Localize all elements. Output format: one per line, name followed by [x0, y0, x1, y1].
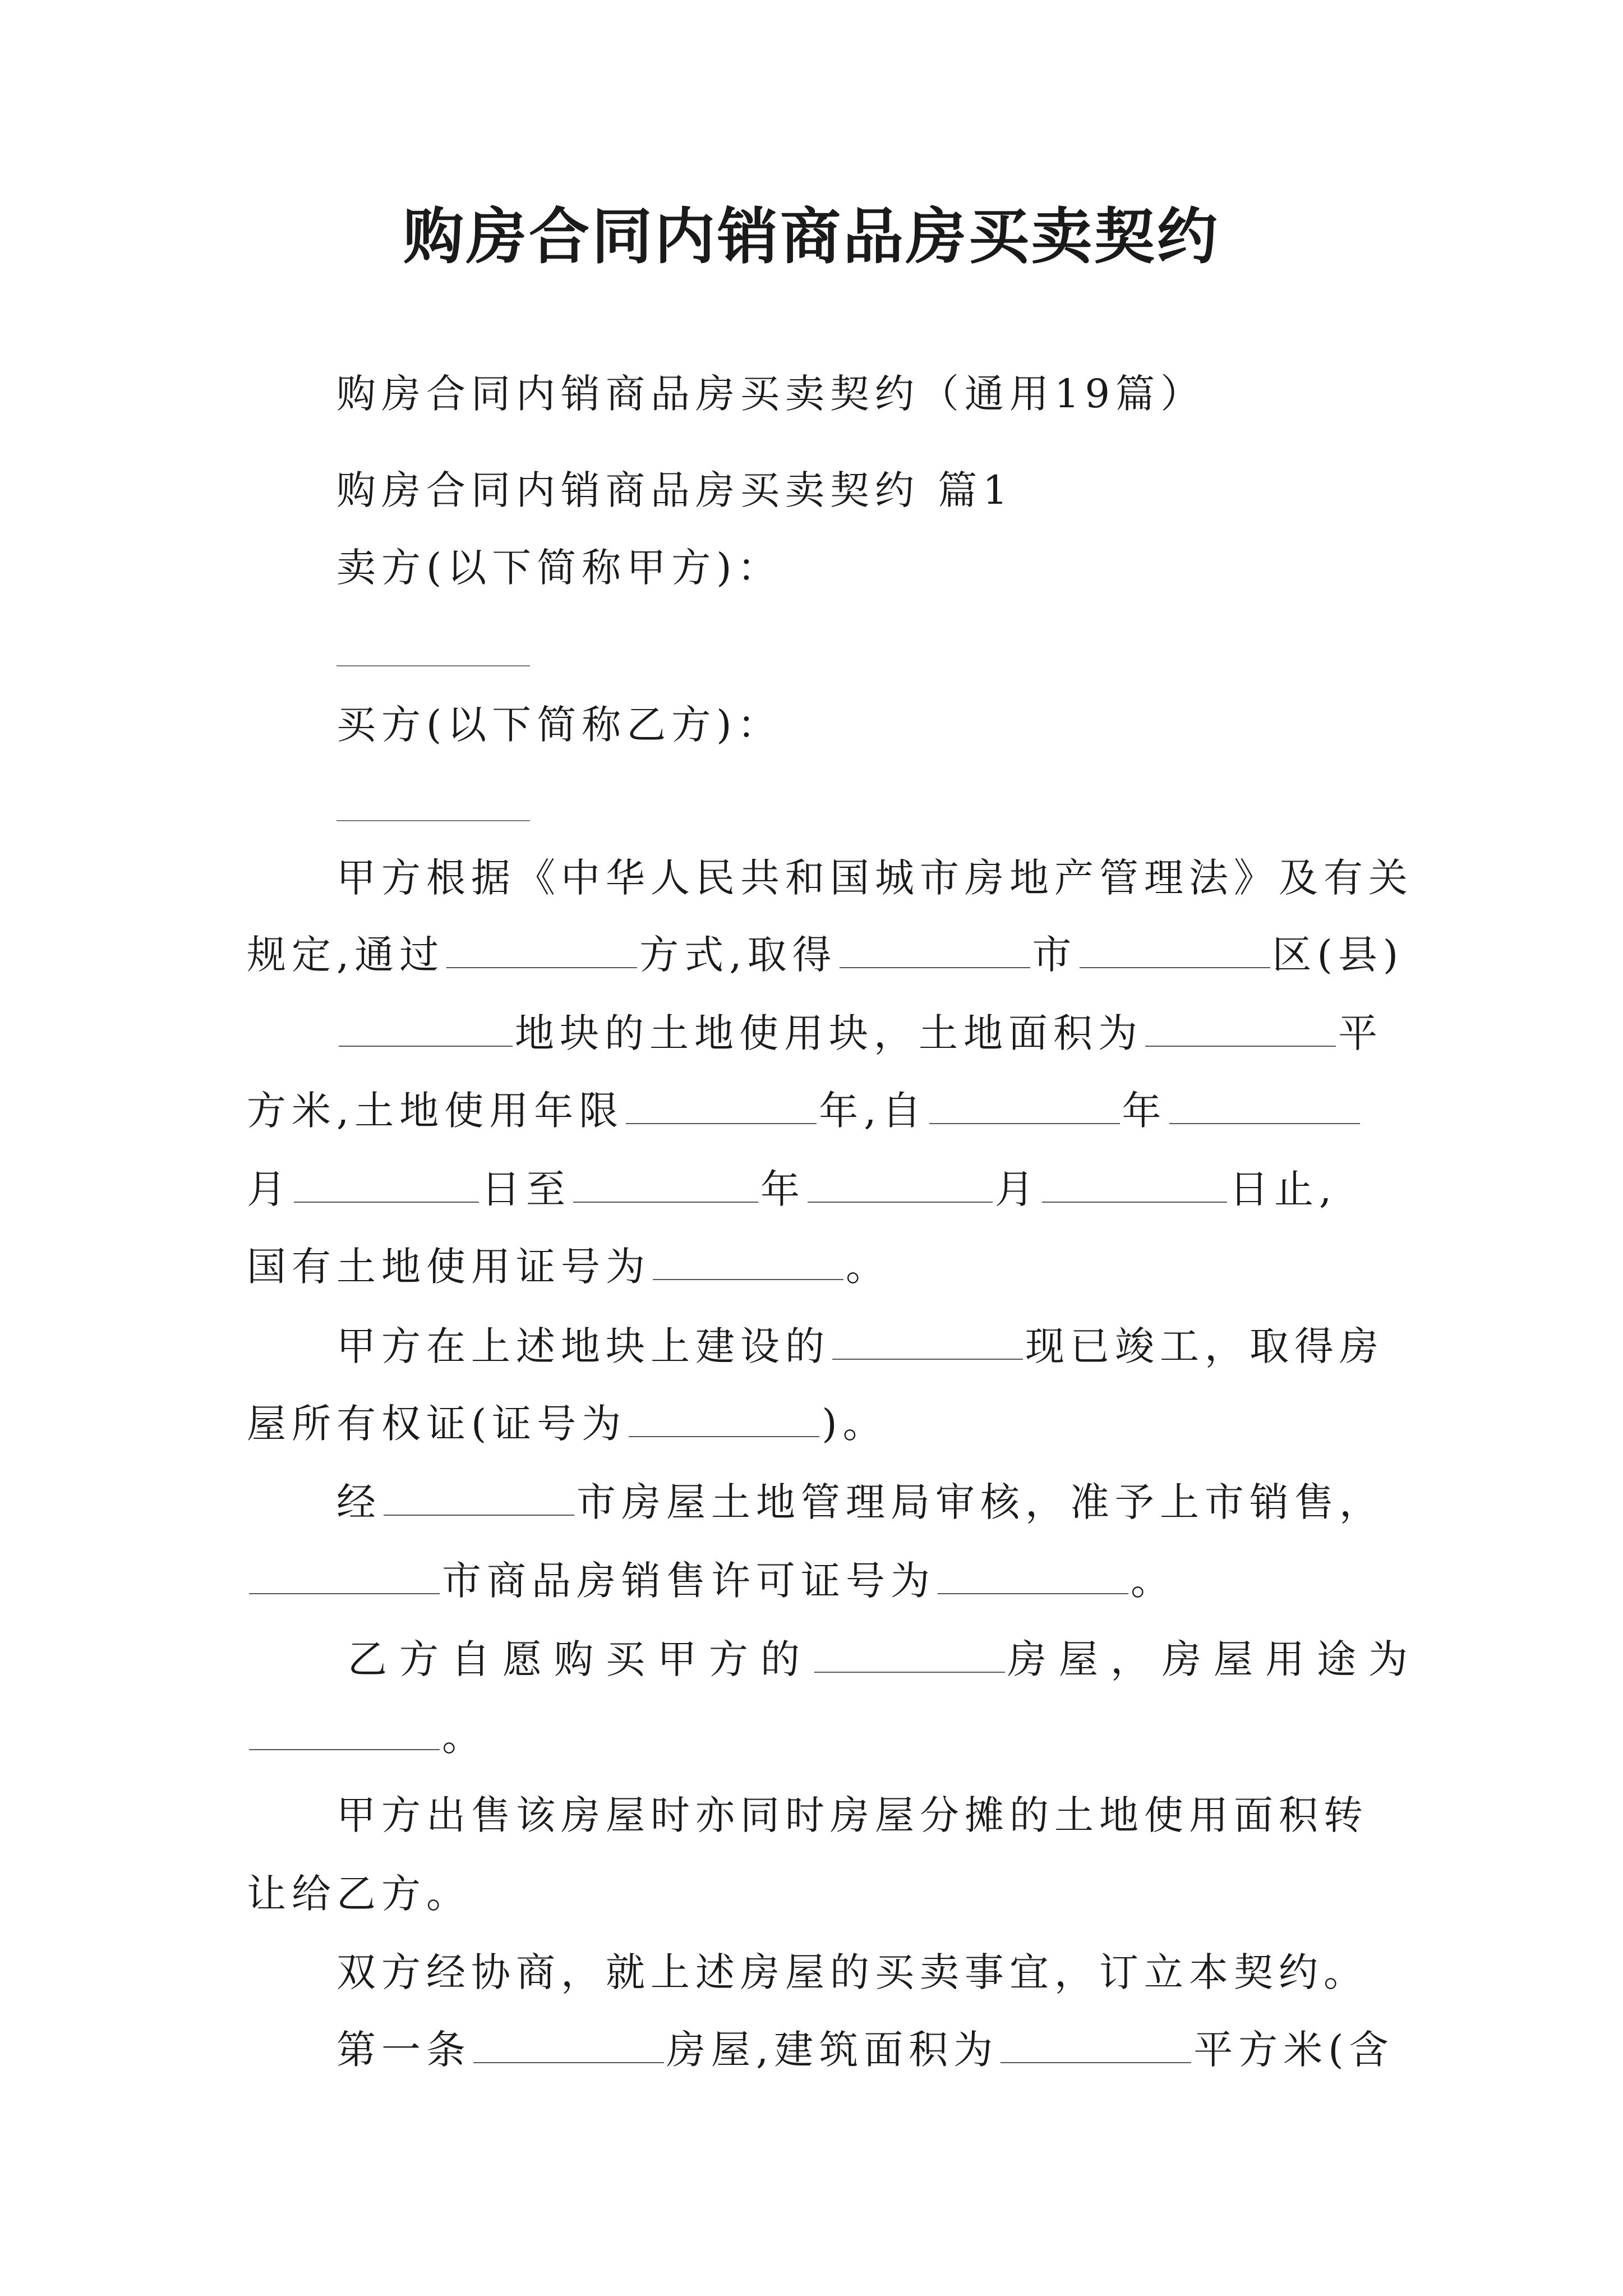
para5-line1: 甲方出售该房屋时亦同时房屋分摊的土地使用面积转: [336, 1792, 1368, 1838]
para5-line2: 让给乙方。: [247, 1871, 471, 1917]
seller-name-blank: [336, 665, 530, 666]
para1-line6: [247, 1239, 891, 1295]
blank-field: [1042, 1165, 1227, 1203]
para1-line3: [336, 1005, 1383, 1061]
para3-text: 。: [1131, 1558, 1175, 1604]
blank-field: [249, 1556, 440, 1594]
para4-text: 乙方自愿购买甲方的: [348, 1636, 812, 1682]
blank-field: [473, 2025, 664, 2063]
para6-line1: 双方经协商，就上述房屋的买卖事宜，订立本契约。: [336, 1949, 1368, 1995]
para1-text: 平: [1338, 1010, 1383, 1056]
para1-line5: [247, 1161, 1337, 1217]
blank-field: [626, 1086, 817, 1124]
document-title: 购房合同内销商品房买卖契约: [403, 201, 1220, 272]
para1-text: 区(县): [1272, 932, 1404, 978]
blank-field: [629, 1399, 819, 1437]
blank-field: [814, 1635, 1005, 1673]
buyer-name-blank: [336, 820, 530, 821]
para3-line1: [336, 1474, 1384, 1530]
para1-text: 国有土地使用证号为: [247, 1244, 651, 1290]
para1-text: 方式,取得: [639, 932, 837, 978]
para1-text: 市: [1032, 932, 1077, 978]
para1-text: 方米,土地使用年限: [247, 1088, 624, 1134]
blank-field: [573, 1165, 758, 1203]
blank-field: [832, 1322, 1023, 1360]
para2-text: 甲方在上述地块上建设的: [336, 1323, 830, 1369]
para4-text: 房屋，房屋用途为: [1007, 1636, 1420, 1682]
para7-text: 第一条: [336, 2027, 471, 2073]
para1-text: 年: [760, 1166, 805, 1212]
section-heading: 购房合同内销商品房买卖契约 篇1: [336, 467, 1013, 513]
para1-text: 月: [247, 1166, 292, 1212]
para2-text: 屋所有权证(证号为: [247, 1401, 627, 1447]
para1-line1: 甲方根据《中华人民共和国城市房地产管理法》及有关: [336, 855, 1413, 901]
blank-field: [446, 930, 637, 968]
blank-field: [1000, 2025, 1191, 2063]
blank-field: [1145, 1009, 1336, 1047]
para1-line2: [247, 927, 1404, 983]
para3-text: 经: [336, 1479, 381, 1525]
para2-text: )。: [822, 1401, 888, 1447]
para3-line2: [247, 1553, 1175, 1609]
para7-text: 平方米(含: [1193, 2027, 1394, 2073]
para4-text: 。: [442, 1714, 487, 1760]
blank-field: [929, 1086, 1120, 1124]
blank-field: [384, 1478, 574, 1516]
buyer-label: 买方(以下简称乙方)：: [336, 702, 782, 748]
para7-text: 房屋,建筑面积为: [666, 2027, 999, 2073]
para3-text: 市房屋土地管理局审核，准予上市销售，: [577, 1479, 1384, 1525]
para1-text: 月: [995, 1166, 1040, 1212]
document-subtitle: 购房合同内销商品房买卖契约（通用19篇）: [336, 371, 1206, 417]
para2-line1: [336, 1318, 1384, 1374]
para2-line2: [247, 1396, 888, 1452]
para1-line4: [247, 1083, 1362, 1139]
para1-text: 规定,通过: [247, 932, 445, 978]
para1-text: 日止,: [1229, 1166, 1338, 1212]
blank-field: [938, 1556, 1128, 1594]
blank-field: [808, 1165, 993, 1203]
para4-line1: [348, 1631, 1420, 1687]
blank-field: [339, 1009, 513, 1047]
para1-text: 年: [1122, 1088, 1167, 1134]
para3-text: 市商品房销售许可证号为: [442, 1558, 935, 1604]
para1-text: 日至: [481, 1166, 571, 1212]
para1-text: 年,自: [819, 1088, 927, 1134]
para2-text: 现已竣工，取得房: [1025, 1323, 1384, 1369]
blank-field: [653, 1242, 843, 1280]
blank-field: [1080, 930, 1270, 968]
blank-field: [249, 1712, 440, 1750]
blank-field: [294, 1165, 479, 1203]
para4-line2: [247, 1709, 487, 1765]
blank-field: [1169, 1086, 1360, 1124]
para1-text: 。: [846, 1244, 891, 1290]
blank-field: [840, 930, 1030, 968]
para7-line1: [336, 2022, 1394, 2078]
para1-text: 地块的土地使用块，土地面积为: [515, 1010, 1143, 1056]
seller-label: 卖方(以下简称甲方)：: [336, 545, 782, 591]
